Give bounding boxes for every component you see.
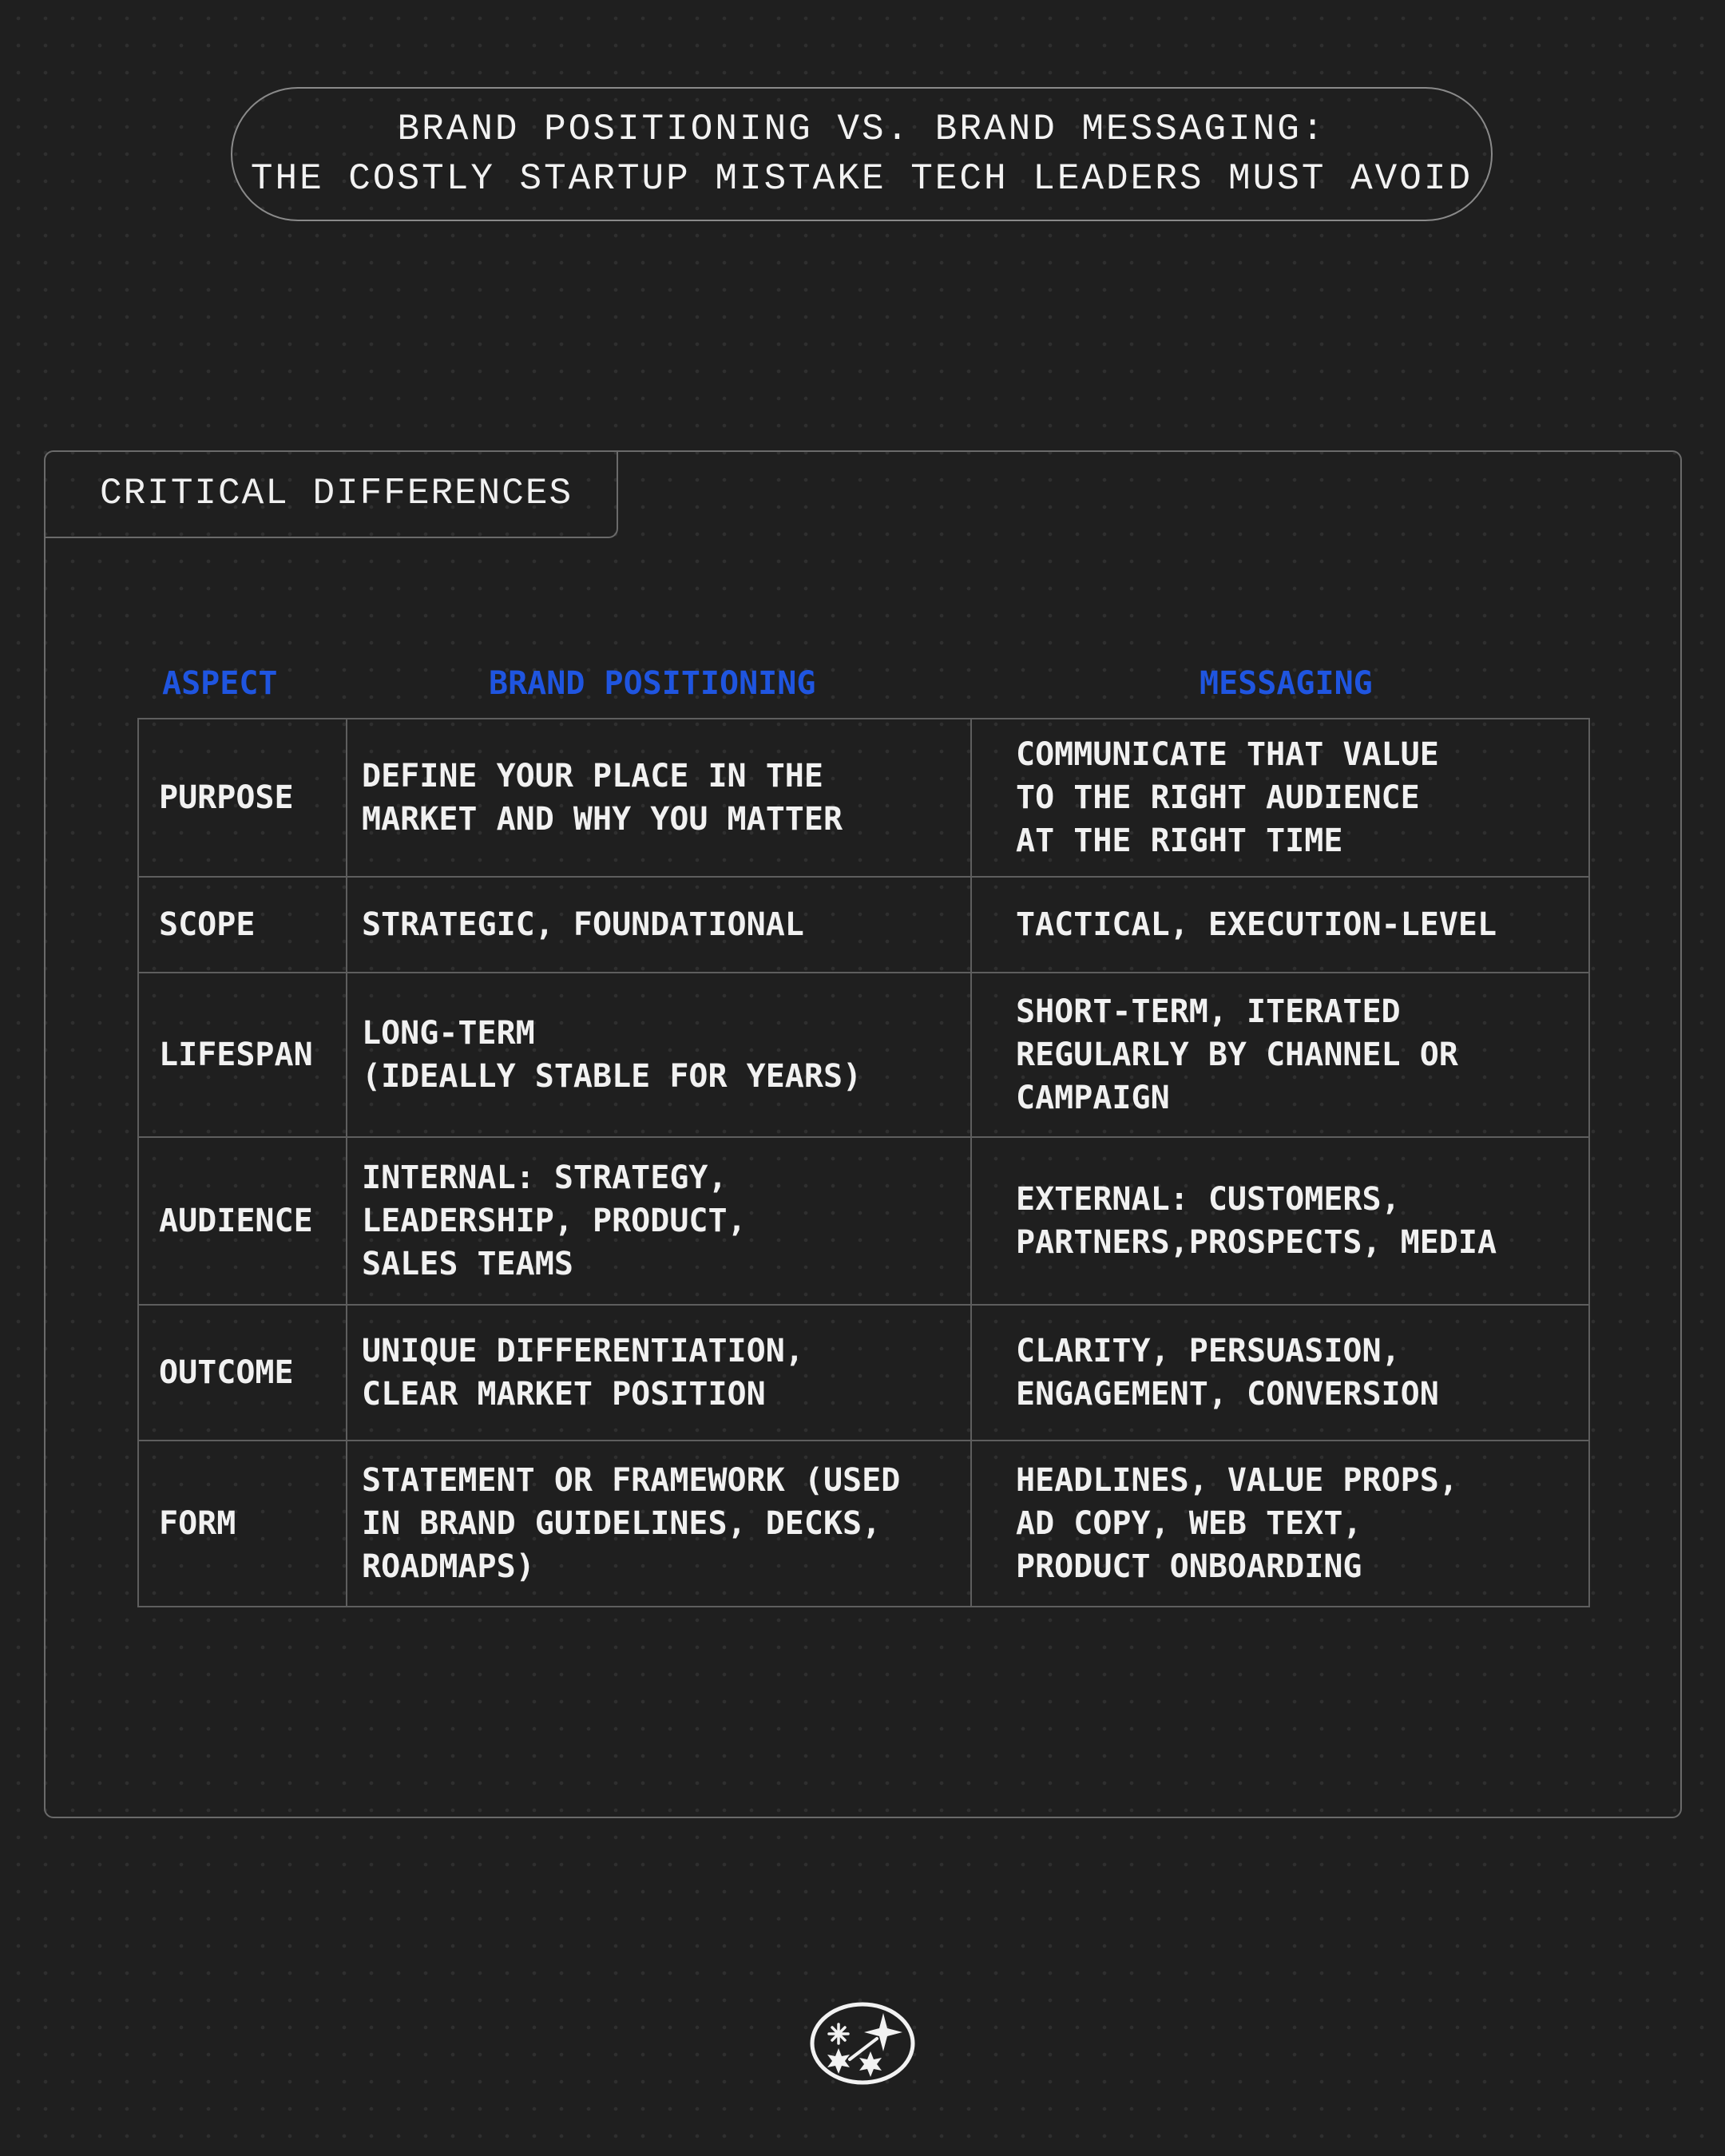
table-row	[138, 1305, 1589, 1441]
row-messaging-cell: COMMUNICATE THAT VALUE TO THE RIGHT AUDIENCE AT THE RIGHT TIME	[971, 719, 1589, 877]
row-positioning-cell: DEFINE YOUR PLACE IN THE MARKET AND WHY YOU MATTER	[347, 719, 971, 877]
row-messaging-cell: TACTICAL, EXECUTION-LEVEL	[971, 877, 1589, 973]
row-positioning-cell: INTERNAL: STRATEGY, LEADERSHIP, PRODUCT, SALES TEAMS	[347, 1137, 971, 1305]
row-positioning-cell: STRATEGIC, FOUNDATIONAL	[347, 877, 971, 973]
table-row	[138, 1137, 1589, 1305]
table-row	[138, 973, 1589, 1137]
column-header-messaging: MESSAGING	[1200, 665, 1373, 702]
table-row	[138, 1441, 1589, 1607]
column-header-brand-positioning: BRAND POSITIONING	[489, 665, 816, 702]
row-messaging-cell: CLARITY, PERSUASION, ENGAGEMENT, CONVERSION	[971, 1305, 1589, 1441]
stars-compass-logo-icon	[810, 2002, 915, 2085]
table-row	[138, 877, 1589, 973]
row-aspect-cell: AUDIENCE	[138, 1137, 347, 1305]
title-line-1: BRAND POSITIONING VS. BRAND MESSAGING:	[397, 109, 1326, 150]
row-positioning-cell: UNIQUE DIFFERENTIATION, CLEAR MARKET POSITION	[347, 1305, 971, 1441]
differences-table	[137, 718, 1590, 1607]
title-line-2: THE COSTLY STARTUP MISTAKE TECH LEADERS MUST AVOID	[250, 158, 1473, 200]
row-aspect-cell: SCOPE	[138, 877, 347, 973]
title-banner	[231, 87, 1493, 221]
row-messaging-cell: EXTERNAL: CUSTOMERS, PARTNERS,PROSPECTS, MEDIA	[971, 1137, 1589, 1305]
row-aspect-cell: FORM	[138, 1441, 347, 1607]
row-positioning-cell: STATEMENT OR FRAMEWORK (USED IN BRAND GUIDELINES, DECKS, ROADMAPS)	[347, 1441, 971, 1607]
table-row	[138, 719, 1589, 877]
column-header-aspect: ASPECT	[162, 665, 278, 702]
row-aspect-cell: PURPOSE	[138, 719, 347, 877]
row-aspect-cell: LIFESPAN	[138, 973, 347, 1137]
panel-tab-label: CRITICAL DIFFERENCES	[44, 450, 618, 538]
row-messaging-cell: HEADLINES, VALUE PROPS, AD COPY, WEB TEXT, PRODUCT ONBOARDING	[971, 1441, 1589, 1607]
row-messaging-cell: SHORT-TERM, ITERATED REGULARLY BY CHANNEL OR CAMPAIGN	[971, 973, 1589, 1137]
row-aspect-cell: OUTCOME	[138, 1305, 347, 1441]
row-positioning-cell: LONG-TERM (IDEALLY STABLE FOR YEARS)	[347, 973, 971, 1137]
